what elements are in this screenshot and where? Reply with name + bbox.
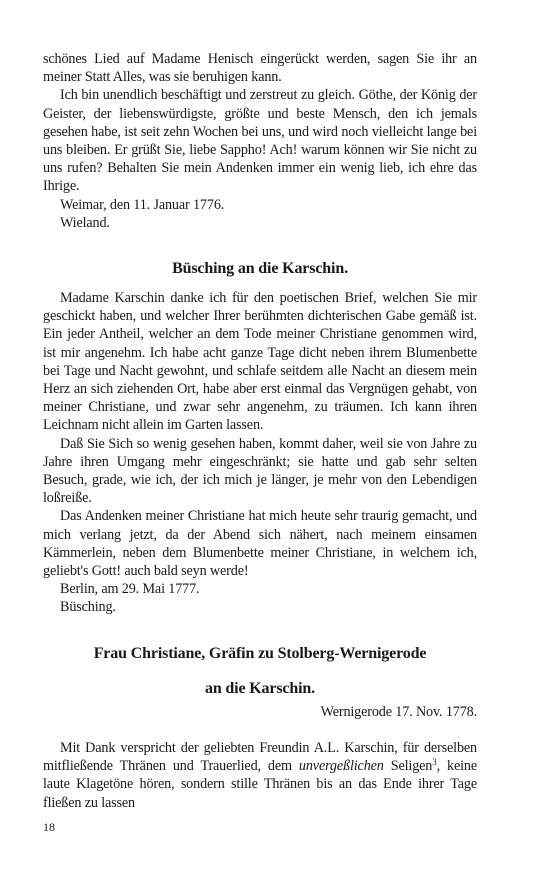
signature: Wieland. [60,214,110,231]
paragraph [43,739,477,812]
letter-date: Wernigerode 17. Nov. 1778. [320,703,477,720]
paragraph: schönes Lied auf Madame Henisch eingerückt werden, sagen Sie ihr an meiner Statt Alles, was sie beruhigen kann. [43,51,477,86]
page-number: 18 [43,820,55,834]
paragraph: Ich bin unendlich beschäftigt und zerstreut zu gleich. Göthe, der König der Geister, der liebenswürdigste, größte und beste Mensch, den ich jemals gesehen habe, ist seit zehn Wochen bei uns, und wird noch vielleicht lange bei uns bleiben. Er grüßt Sie, liebe Sappho! Ach! warum können wir Sie nicht zu uns rufen? Behalten Sie mein Andenken immer ein wenig lieb, ich ehre das Ihrige. [43,87,477,195]
italic-text: unvergeßlichen [298,758,384,775]
dateline: Weimar, den 11. Januar 1776. [60,196,225,213]
letter-stolberg [43,739,477,812]
text-run: , keine laute Klagetöne hören, sondern stille Thränen bis an das Ende ihrer Tage fließen zu lassen [43,758,477,811]
letter-wieland [43,50,477,232]
page-content [43,50,477,812]
section-heading: Büsching an die Karschin. [172,260,348,278]
paragraph: Madame Karschin danke ich für den poetischen Brief, welchen Sie mir geschickt haben, und welcher Ihrer berühmten dichterischen Gabe gemäß ist. Ein jeder Antheil, welcher an dem Tode meiner Christiane genommen wird, ist mir angenehm. Ich habe acht ganze Tage dicht neben ihrem Blumenbette bei Tage und Nacht gewohnt, und schlafe seitdem alle Nacht an diesem mein Herz an sich ziehenden Ort, habe aber erst einmal das Vergnügen gehabt, von meiner Christiane, und zwar sehr angenehm, zu träumen. Ich kann ihren Leichnam nicht allein im Garten lassen. [43,290,477,434]
dateline: Berlin, am 29. Mai 1777. [60,581,200,598]
paragraph: Das Andenken meiner Christiane hat mich heute sehr traurig gemacht, und mich verlang jetzt, da der Abend sich nähert, nach meinem einsamen Kämmerlein, neben dem Blumenbette meiner Christiane, in welchem ich, geliebt's Gott! auch bald seyn werde! [43,508,477,580]
signature: Büsching. [60,599,116,616]
text-run: Seligen [383,758,433,775]
text-run: Mit Dank verspricht der geliebten Freundin A.L. Karschin, für derselben mitfließende Thränen und Trauerlied, dem [43,739,477,775]
footnote-marker: 3 [432,757,437,768]
letter-buesching [43,289,477,617]
section-heading-line1: Frau Christiane, Gräfin zu Stolberg-Wernigerode [93,644,427,662]
paragraph: Daß Sie Sich so wenig gesehen haben, kommt daher, weil sie von Jahre zu Jahre ihren Umgang mehr eingeschränkt; sie hatte und gab sehr selten Besuch, grade, wie ich, der ich mich je länger, je mehr von den Lebendigen loßreiße. [43,435,477,507]
section-heading-line2: an die Karschin. [204,679,316,697]
